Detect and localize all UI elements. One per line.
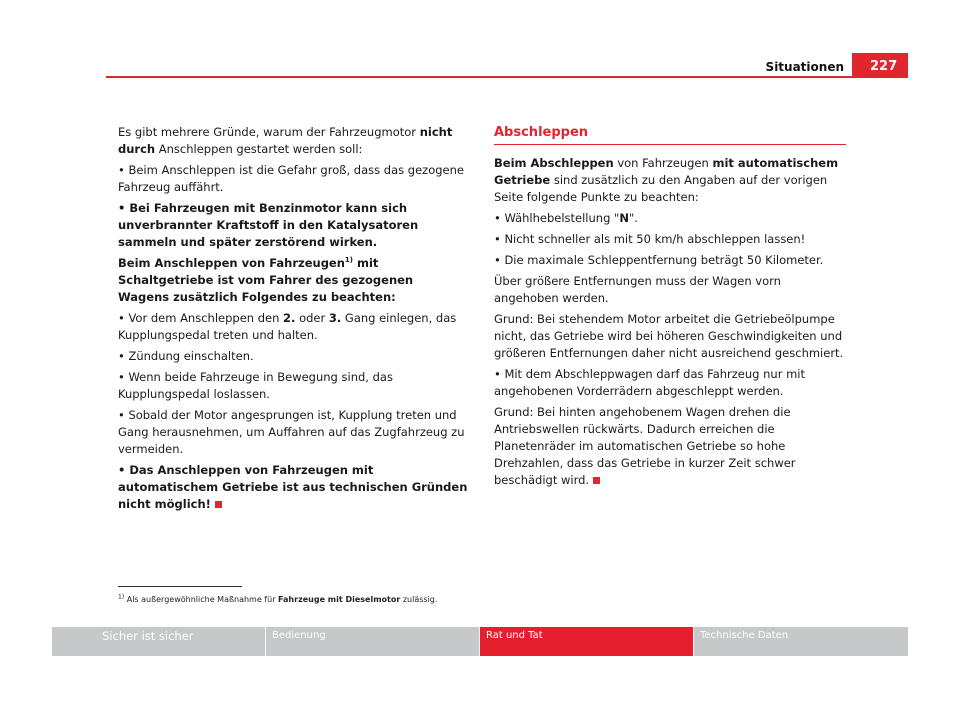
- header-title: Situationen: [765, 60, 844, 74]
- left-column: [118, 124, 468, 517]
- page-number: 227: [852, 53, 908, 78]
- automatic-warning: • Das Anschleppen von Fahrzeugen mit automatischem Getriebe ist aus technischen Gründen nicht möglich!: [118, 463, 468, 511]
- footnote-ref: 1): [344, 256, 353, 265]
- tab-technische-daten[interactable]: Technische Daten: [694, 627, 908, 656]
- paragraph-raise-front: Über größere Entfernungen muss der Wagen vorn angehoben werden.: [494, 274, 781, 305]
- section-heading-abschleppen: Abschleppen: [494, 124, 846, 145]
- chapter-tab-bar: [52, 627, 909, 656]
- right-column: [494, 124, 846, 493]
- bullet-selector-position: • Wählhebelstellung "N".: [494, 211, 638, 225]
- step-ignition: • Zündung einschalten.: [118, 349, 254, 363]
- bullet-catalyst-warning: • Bei Fahrzeugen mit Benzinmotor kann sich unverbrannter Kraftstoff in den Katalysatoren sammeln und später zerstörend wirken.: [118, 201, 419, 249]
- tab-bedienung[interactable]: Bedienung: [266, 627, 479, 656]
- section-end-marker: [215, 501, 222, 508]
- driver-instructions-lead: Beim Anschleppen von Fahrzeugen$^{1)}$ mit Schaltgetriebe ist vom Fahrer des gezogenen Wagens zusätzlich Folgendes zu beachten:: [118, 256, 414, 304]
- section-end-marker: [593, 477, 600, 484]
- step-engage-gear: • Vor dem Anschleppen den 2. oder 3. Gang einlegen, das Kupplungspedal treten und halten.: [118, 311, 457, 342]
- bullet-max-distance: • Die maximale Schleppentfernung beträgt 50 Kilometer.: [494, 253, 824, 267]
- step-engine-started: • Sobald der Motor angesprungen ist, Kupplung treten und Gang herausnehmen, um Auffahren auf das Zugfahrzeug zu vermeiden.: [118, 408, 465, 456]
- paragraph-reason-drive-shafts: Grund: Bei hinten angehobenem Wagen drehen die Antriebswellen rückwärts. Dadurch erreichen die Planetenräder im automatischen Getriebe so hohe Drehzahlen, dass das Getriebe in kurzer Zeit schwer beschädigt wird.: [494, 405, 796, 487]
- bullet-collision-risk: • Beim Anschleppen ist die Gefahr groß, dass das gezogene Fahrzeug auffährt.: [118, 163, 464, 194]
- paragraph-reason-oil-pump: Grund: Bei stehendem Motor arbeitet die Getriebeölpumpe nicht, das Getriebe wird bei höheren Geschwindigkeiten und größeren Entfernungen daher nicht ausreichend geschmiert.: [494, 312, 844, 360]
- tab-sicher-ist-sicher[interactable]: Sicher ist sicher: [52, 627, 265, 656]
- bullet-tow-truck: • Mit dem Abschleppwagen darf das Fahrzeug nur mit angehobenen Vorderrädern abgeschleppt werden.: [494, 367, 805, 398]
- bullet-speed-limit: • Nicht schneller als mit 50 km/h abschleppen lassen!: [494, 232, 806, 246]
- footnote-divider: [118, 586, 242, 587]
- header-rule: [106, 76, 908, 78]
- step-release-clutch: • Wenn beide Fahrzeuge in Bewegung sind, das Kupplungspedal loslassen.: [118, 370, 393, 401]
- towing-intro: Beim Abschleppen von Fahrzeugen mit automatischem Getriebe sind zusätzlich zu den Angaben auf der vorigen Seite folgende Punkte zu beachten:: [494, 156, 839, 204]
- intro-paragraph: Es gibt mehrere Gründe, warum der Fahrzeugmotor nicht durch Anschleppen gestartet werden soll:: [118, 125, 453, 156]
- tab-rat-und-tat[interactable]: Rat und Tat: [480, 627, 693, 656]
- footnote: $^{1)}$ Als außergewöhnliche Maßnahme für Fahrzeuge mit Dieselmotor zulässig.: [118, 593, 438, 604]
